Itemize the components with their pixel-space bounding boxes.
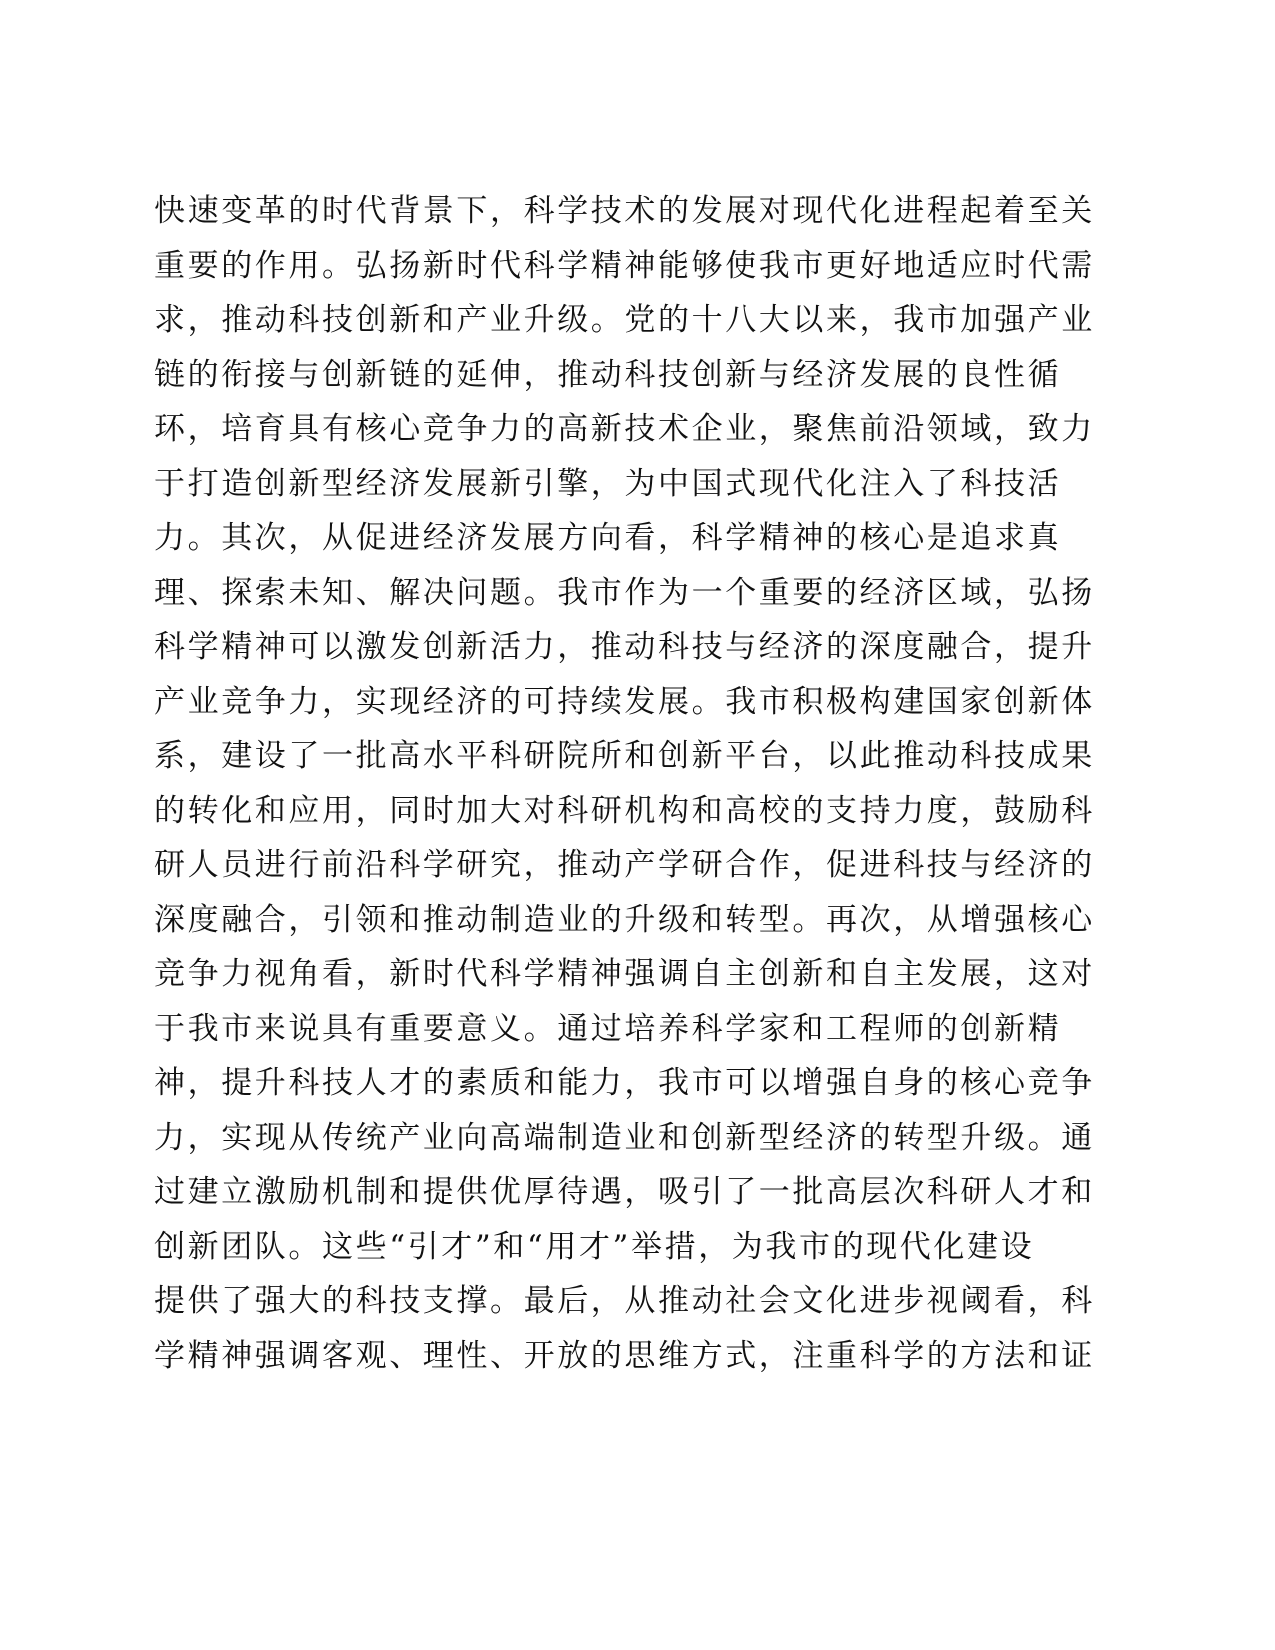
text-line: 学精神强调客观、理性、开放的思维方式，注重科学的方法和证 <box>154 1337 1095 1374</box>
text-line: 研人员进行前沿科学研究，推动产学研合作，促进科技与经济的 <box>154 847 1095 883</box>
text-line: 链的衔接与创新链的延伸，推动科技创新与经济发展的良性循 <box>154 356 1062 393</box>
text-line: 神，提升科技人才的素质和能力，我市可以增强自身的核心竞争 <box>154 1065 1095 1101</box>
text-line: 环，培育具有核心竞争力的高新技术企业，聚焦前沿领域，致力 <box>154 411 1095 447</box>
text-line: 创新团队。这些“引才”和“用才”举措，为我市的现代化建设 <box>154 1228 1035 1265</box>
text-line: 求，推动科技创新和产业升级。党的十八大以来，我市加强产业 <box>154 302 1095 338</box>
text-line: 产业竞争力，实现经济的可持续发展。我市积极构建国家创新体 <box>154 683 1095 720</box>
text-line: 系，建设了一批高水平科研院所和创新平台，以此推动科技成果 <box>154 738 1095 774</box>
text-line: 力。其次，从促进经济发展方向看，科学精神的核心是追求真 <box>154 520 1062 556</box>
text-line: 于我市来说具有重要意义。通过培养科学家和工程师的创新精 <box>154 1010 1062 1047</box>
text-line: 理、探索未知、解决问题。我市作为一个重要的经济区域，弘扬 <box>154 574 1095 611</box>
text-line: 于打造创新型经济发展新引擎，为中国式现代化注入了科技活 <box>154 465 1062 502</box>
text-line: 过建立激励机制和提供优厚待遇，吸引了一批高层次科研人才和 <box>154 1174 1095 1210</box>
text-line: 重要的作用。弘扬新时代科学精神能够使我市更好地适应时代需 <box>154 247 1095 284</box>
text-line: 力，实现从传统产业向高端制造业和创新型经济的转型升级。通 <box>154 1119 1095 1156</box>
text-line: 深度融合，引领和推动制造业的升级和转型。再次，从增强核心 <box>154 901 1095 938</box>
text-line: 的转化和应用，同时加大对科研机构和高校的支持力度，鼓励科 <box>154 792 1095 829</box>
text-line: 科学精神可以激发创新活力，推动科技与经济的深度融合，提升 <box>154 629 1095 665</box>
text-line: 快速变革的时代背景下，科学技术的发展对现代化进程起着至关 <box>154 193 1095 229</box>
text-line: 提供了强大的科技支撑。最后，从推动社会文化进步视阈看，科 <box>154 1283 1095 1319</box>
body-text <box>154 184 1094 1383</box>
text-line: 竞争力视角看，新时代科学精神强调自主创新和自主发展，这对 <box>154 956 1095 992</box>
